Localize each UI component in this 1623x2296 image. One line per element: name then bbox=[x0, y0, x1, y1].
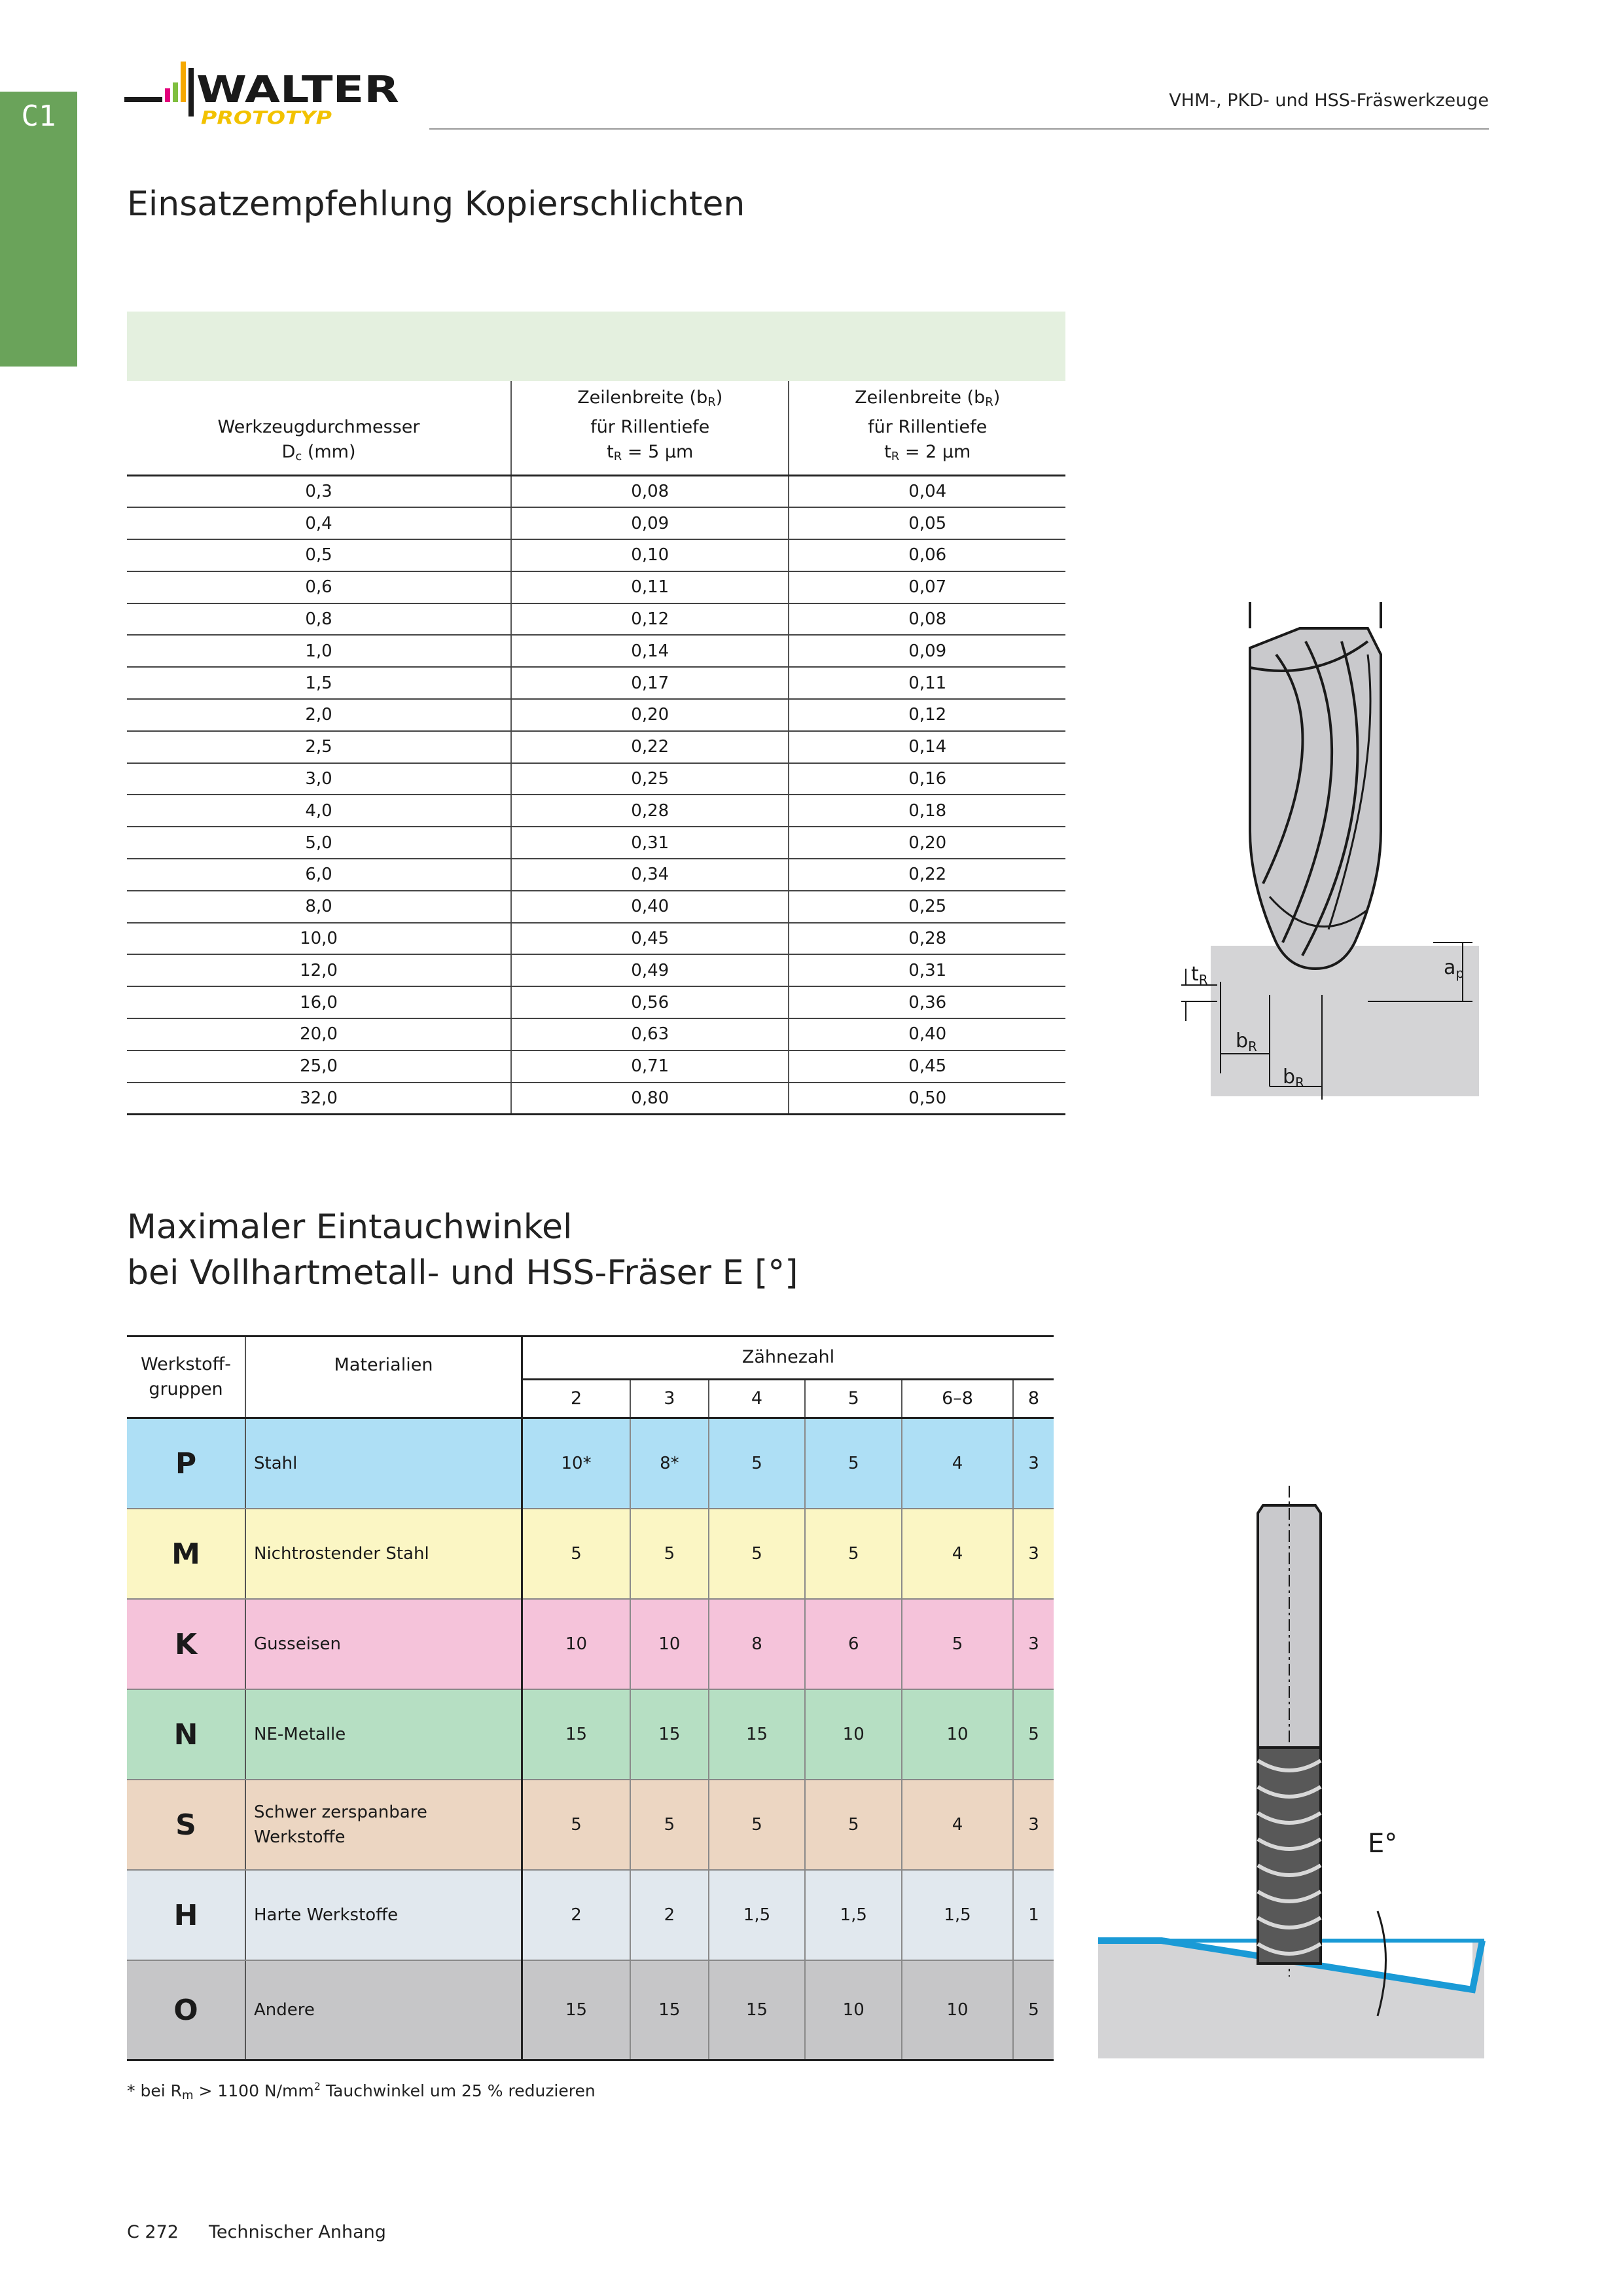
material-name-line: Werkstoffe bbox=[254, 1827, 346, 1847]
stepover-5-cell: 0,45 bbox=[511, 923, 789, 955]
col-diameter-line2 bbox=[127, 440, 510, 469]
col-stepover-2 bbox=[789, 381, 1065, 475]
diameter-cell: 10,0 bbox=[127, 923, 511, 955]
col-teeth-count: 5 bbox=[805, 1379, 902, 1418]
stepover-2-cell: 0,40 bbox=[789, 1018, 1065, 1050]
plunge-angle-cell: 8 bbox=[709, 1599, 806, 1689]
plunge-angle-cell: 5 bbox=[522, 1509, 631, 1599]
plunge-angle-cell: 5 bbox=[630, 1780, 709, 1870]
paren: ) bbox=[993, 387, 1001, 408]
stepover-2-cell: 0,16 bbox=[789, 763, 1065, 795]
col-stepover-5-line2: für Rillentiefe bbox=[590, 416, 710, 437]
table-row bbox=[127, 1780, 1054, 1870]
cutter-flutes bbox=[1258, 1748, 1321, 1964]
diameter-cell: 8,0 bbox=[127, 891, 511, 923]
plunge-angle-cell: 15 bbox=[522, 1689, 631, 1780]
walter-logo bbox=[124, 59, 406, 137]
col-diameter bbox=[127, 381, 511, 475]
stepover-5-cell: 0,10 bbox=[511, 539, 789, 571]
material-name bbox=[245, 1780, 522, 1870]
ball-nose-cutter-figure bbox=[1171, 602, 1492, 1106]
diameter-cell: 16,0 bbox=[127, 986, 511, 1018]
plunge-angle-cell: 5 bbox=[1013, 1689, 1054, 1780]
plunge-angle-cell: 15 bbox=[630, 1689, 709, 1780]
footer bbox=[127, 2222, 386, 2242]
br-label-2: b bbox=[1283, 1066, 1296, 1088]
material-group-letter: M bbox=[127, 1509, 245, 1599]
stepover-table bbox=[127, 312, 1065, 1115]
table-row bbox=[127, 507, 1065, 539]
plunge-angle-cell: 3 bbox=[1013, 1418, 1054, 1509]
br-label-1-sub: R bbox=[1248, 1039, 1257, 1054]
plunge-angle-cell: 3 bbox=[1013, 1780, 1054, 1870]
plunge-angle-cell: 8* bbox=[630, 1418, 709, 1509]
plunge-angle-table bbox=[127, 1335, 1054, 2061]
col-teeth-count: 2 bbox=[522, 1379, 631, 1418]
ap-label-sub: p bbox=[1455, 965, 1465, 981]
col-diameter-line1: Werkzeugdurchmesser bbox=[217, 416, 420, 437]
plunge-angle-cell: 15 bbox=[709, 1960, 806, 2060]
material-group-letter: P bbox=[127, 1418, 245, 1509]
stepover-2-cell: 0,25 bbox=[789, 891, 1065, 923]
plunge-angle-cell: 10* bbox=[522, 1418, 631, 1509]
table-row bbox=[127, 1870, 1054, 1960]
stepover-2-cell: 0,05 bbox=[789, 507, 1065, 539]
plunge-angle-cell: 1,5 bbox=[902, 1870, 1013, 1960]
tr-label: t bbox=[1191, 963, 1199, 986]
plunge-angle-cell: 5 bbox=[1013, 1960, 1054, 2060]
tr-value: = 2 µm bbox=[899, 441, 971, 462]
plunge-angle-cell: 2 bbox=[630, 1870, 709, 1960]
col-teeth: Zähnezahl bbox=[522, 1336, 1054, 1380]
material-group-letter: K bbox=[127, 1599, 245, 1689]
plunge-angle-cell: 15 bbox=[522, 1960, 631, 2060]
col-material-groups bbox=[127, 1336, 245, 1418]
plunge-angle-cell: 15 bbox=[709, 1689, 806, 1780]
diameter-cell: 0,8 bbox=[127, 603, 511, 636]
tr-symbol: t bbox=[884, 441, 891, 462]
stepover-2-cell: 0,18 bbox=[789, 795, 1065, 827]
material-group-letter: N bbox=[127, 1689, 245, 1780]
diameter-cell: 6,0 bbox=[127, 859, 511, 891]
table-row bbox=[127, 923, 1065, 955]
footnote-e: Tauchwinkel um 25 % reduzieren bbox=[320, 2081, 596, 2100]
table-row bbox=[127, 539, 1065, 571]
table-row bbox=[127, 635, 1065, 667]
footnote bbox=[127, 2080, 596, 2102]
table-row bbox=[127, 1509, 1054, 1599]
plunge-angle-cell: 10 bbox=[630, 1599, 709, 1689]
stepover-2-cell: 0,08 bbox=[789, 603, 1065, 636]
table-row bbox=[127, 571, 1065, 603]
col-stepover-5 bbox=[511, 381, 789, 475]
stepover-5-cell: 0,22 bbox=[511, 731, 789, 763]
table-row bbox=[127, 667, 1065, 699]
diameter-cell: 5,0 bbox=[127, 827, 511, 859]
diameter-cell: 0,6 bbox=[127, 571, 511, 603]
diameter-cell: 0,4 bbox=[127, 507, 511, 539]
subscript: R bbox=[985, 395, 993, 409]
footnote-sup: 2 bbox=[313, 2080, 321, 2092]
plunge-angle-cell: 1,5 bbox=[709, 1870, 806, 1960]
table-row bbox=[127, 986, 1065, 1018]
diameter-cell: 1,0 bbox=[127, 635, 511, 667]
logo-brand: WALTER bbox=[196, 69, 399, 111]
col-stepover-2-line3 bbox=[789, 440, 1065, 469]
plunge-angle-cell: 4 bbox=[902, 1418, 1013, 1509]
diameter-cell: 2,0 bbox=[127, 699, 511, 731]
stepover-2-cell: 0,45 bbox=[789, 1050, 1065, 1083]
tr-symbol: t bbox=[607, 441, 614, 462]
stepover-5-cell: 0,31 bbox=[511, 827, 789, 859]
stepover-5-cell: 0,09 bbox=[511, 507, 789, 539]
material-name: Harte Werkstoffe bbox=[245, 1870, 522, 1960]
plunge-angle-cell: 5 bbox=[709, 1509, 806, 1599]
plunge-angle-cell: 5 bbox=[805, 1509, 902, 1599]
footer-section: Technischer Anhang bbox=[208, 2222, 386, 2242]
stepover-5-cell: 0,71 bbox=[511, 1050, 789, 1083]
br-label-2-sub: R bbox=[1295, 1075, 1304, 1090]
col-materials: Materialien bbox=[245, 1336, 522, 1418]
plunge-angle-cell: 4 bbox=[902, 1509, 1013, 1599]
tr-value: = 5 µm bbox=[622, 441, 694, 462]
material-name: Gusseisen bbox=[245, 1599, 522, 1689]
plunge-angle-cell: 5 bbox=[805, 1780, 902, 1870]
diameter-cell: 25,0 bbox=[127, 1050, 511, 1083]
stepover-2-cell: 0,07 bbox=[789, 571, 1065, 603]
stepover-5-cell: 0,25 bbox=[511, 763, 789, 795]
section2-title-line2: bei Vollhartmetall- und HSS-Fräser E [°] bbox=[127, 1253, 798, 1293]
stepover-5-cell: 0,40 bbox=[511, 891, 789, 923]
stepover-5-cell: 0,12 bbox=[511, 603, 789, 636]
plunge-angle-cell: 15 bbox=[630, 1960, 709, 2060]
logo-sub: PROTOTYP bbox=[201, 107, 332, 128]
diameter-cell: 1,5 bbox=[127, 667, 511, 699]
section2-title-line1: Maximaler Eintauchwinkel bbox=[127, 1208, 573, 1247]
table-row bbox=[127, 859, 1065, 891]
stepover-2-cell: 0,22 bbox=[789, 859, 1065, 891]
footnote-sub: m bbox=[181, 2089, 194, 2102]
svg-text:tR bbox=[1191, 963, 1208, 988]
table-row bbox=[127, 475, 1065, 507]
stepover-5-cell: 0,28 bbox=[511, 795, 789, 827]
col-stepover-5-line1 bbox=[512, 386, 788, 415]
header-title: VHM-, PKD- und HSS-Fräswerkzeuge bbox=[1169, 90, 1489, 111]
stepover-5-cell: 0,14 bbox=[511, 635, 789, 667]
table-row bbox=[127, 795, 1065, 827]
table-row bbox=[127, 1599, 1054, 1689]
plunge-angle-cell: 5 bbox=[709, 1780, 806, 1870]
plunge-cutter-figure bbox=[1080, 1473, 1492, 2062]
header-rule bbox=[429, 128, 1489, 130]
diameter-cell: 0,3 bbox=[127, 475, 511, 507]
diameter-cell: 0,5 bbox=[127, 539, 511, 571]
table-row bbox=[127, 891, 1065, 923]
plunge-angle-cell: 3 bbox=[1013, 1509, 1054, 1599]
section-tab-label: C1 bbox=[21, 99, 56, 133]
col-material-groups-line2: gruppen bbox=[149, 1379, 223, 1399]
material-group-letter: S bbox=[127, 1780, 245, 1870]
footnote-a: * bei R bbox=[127, 2081, 182, 2100]
material-group-letter: O bbox=[127, 1960, 245, 2060]
stepover-5-cell: 0,11 bbox=[511, 571, 789, 603]
stepover-5-cell: 0,49 bbox=[511, 954, 789, 986]
col-teeth-count: 4 bbox=[709, 1379, 806, 1418]
plunge-angle-cell: 4 bbox=[902, 1780, 1013, 1870]
plunge-angle-cell: 5 bbox=[522, 1780, 631, 1870]
col-material-groups-line1: Werkstoff- bbox=[141, 1354, 231, 1374]
stepover-5-cell: 0,34 bbox=[511, 859, 789, 891]
diameter-cell: 4,0 bbox=[127, 795, 511, 827]
stepover-2-cell: 0,20 bbox=[789, 827, 1065, 859]
tr-label-sub: R bbox=[1198, 972, 1208, 988]
plunge-angle-cell: 5 bbox=[805, 1418, 902, 1509]
table-row bbox=[127, 827, 1065, 859]
material-name-line: Schwer zerspanbare bbox=[254, 1803, 427, 1822]
footnote-c: > 1100 N/mm bbox=[193, 2081, 314, 2100]
plunge-angle-cell: 6 bbox=[805, 1599, 902, 1689]
plunge-angle-cell: 10 bbox=[902, 1689, 1013, 1780]
col-stepover-5-line3 bbox=[512, 440, 788, 469]
stepover-5-cell: 0,17 bbox=[511, 667, 789, 699]
stepover-2-cell: 0,12 bbox=[789, 699, 1065, 731]
table-row bbox=[127, 1083, 1065, 1115]
plunge-angle-cell: 2 bbox=[522, 1870, 631, 1960]
plunge-angle-cell: 1,5 bbox=[805, 1870, 902, 1960]
dc-symbol: D bbox=[281, 441, 296, 462]
plunge-angle-cell: 10 bbox=[805, 1960, 902, 2060]
stepover-5-cell: 0,80 bbox=[511, 1083, 789, 1115]
plunge-angle-cell: 10 bbox=[805, 1689, 902, 1780]
stepover-2-cell: 0,28 bbox=[789, 923, 1065, 955]
plunge-angle-cell: 10 bbox=[522, 1599, 631, 1689]
stepover-5-cell: 0,63 bbox=[511, 1018, 789, 1050]
col-teeth-count: 8 bbox=[1013, 1379, 1054, 1418]
ap-label: a bbox=[1444, 956, 1456, 979]
stepover-2-cell: 0,36 bbox=[789, 986, 1065, 1018]
table-row bbox=[127, 699, 1065, 731]
stepover-2-cell: 0,31 bbox=[789, 954, 1065, 986]
dc-subscript: c bbox=[295, 449, 302, 463]
table-row bbox=[127, 954, 1065, 986]
material-name: NE-Metalle bbox=[245, 1689, 522, 1780]
stepover-2-cell: 0,09 bbox=[789, 635, 1065, 667]
stepover-5-cell: 0,56 bbox=[511, 986, 789, 1018]
plunge-angle-cell: 3 bbox=[1013, 1599, 1054, 1689]
section1-title: Einsatzempfehlung Kopierschlichten bbox=[127, 185, 745, 224]
stepover-2-cell: 0,14 bbox=[789, 731, 1065, 763]
section-tab bbox=[0, 92, 77, 367]
table-row bbox=[127, 1418, 1054, 1509]
subscript: R bbox=[613, 449, 622, 463]
stepover-2-cell: 0,06 bbox=[789, 539, 1065, 571]
stepover-2-cell: 0,11 bbox=[789, 667, 1065, 699]
diameter-cell: 3,0 bbox=[127, 763, 511, 795]
col-teeth-count: 6–8 bbox=[902, 1379, 1013, 1418]
stepover-5-cell: 0,08 bbox=[511, 475, 789, 507]
diameter-cell: 2,5 bbox=[127, 731, 511, 763]
subscript: R bbox=[707, 395, 716, 409]
table-row bbox=[127, 1018, 1065, 1050]
material-name: Stahl bbox=[245, 1418, 522, 1509]
table-header-band bbox=[127, 312, 1065, 381]
page-number: C 272 bbox=[127, 2222, 179, 2242]
col-stepover-2-line2: für Rillentiefe bbox=[868, 416, 988, 437]
col-stepover-2-line1 bbox=[789, 386, 1065, 415]
plunge-angle-cell: 5 bbox=[902, 1599, 1013, 1689]
table-row bbox=[127, 1689, 1054, 1780]
diameter-cell: 20,0 bbox=[127, 1018, 511, 1050]
stepover-label: Zeilenbreite (b bbox=[855, 387, 986, 408]
section2-title bbox=[127, 1204, 798, 1296]
stepover-2-cell: 0,04 bbox=[789, 475, 1065, 507]
stepover-2-cell: 0,50 bbox=[789, 1083, 1065, 1115]
stepover-label: Zeilenbreite (b bbox=[577, 387, 708, 408]
table-row bbox=[127, 1050, 1065, 1083]
material-group-letter: H bbox=[127, 1870, 245, 1960]
angle-label: E° bbox=[1368, 1829, 1398, 1859]
col-teeth-count: 3 bbox=[630, 1379, 709, 1418]
material-name: Andere bbox=[245, 1960, 522, 2060]
dc-unit: (mm) bbox=[302, 441, 356, 462]
plunge-angle-cell: 1 bbox=[1013, 1870, 1054, 1960]
table-row bbox=[127, 603, 1065, 636]
subscript: R bbox=[891, 449, 900, 463]
diameter-cell: 12,0 bbox=[127, 954, 511, 986]
diameter-cell: 32,0 bbox=[127, 1083, 511, 1115]
plunge-angle-cell: 10 bbox=[902, 1960, 1013, 2060]
material-name: Nichtrostender Stahl bbox=[245, 1509, 522, 1599]
br-label-1: b bbox=[1236, 1030, 1249, 1052]
stepover-5-cell: 0,20 bbox=[511, 699, 789, 731]
plunge-angle-cell: 5 bbox=[630, 1509, 709, 1599]
table-row bbox=[127, 731, 1065, 763]
table-row bbox=[127, 1960, 1054, 2060]
paren: ) bbox=[715, 387, 723, 408]
table-row bbox=[127, 763, 1065, 795]
plunge-angle-cell: 5 bbox=[709, 1418, 806, 1509]
